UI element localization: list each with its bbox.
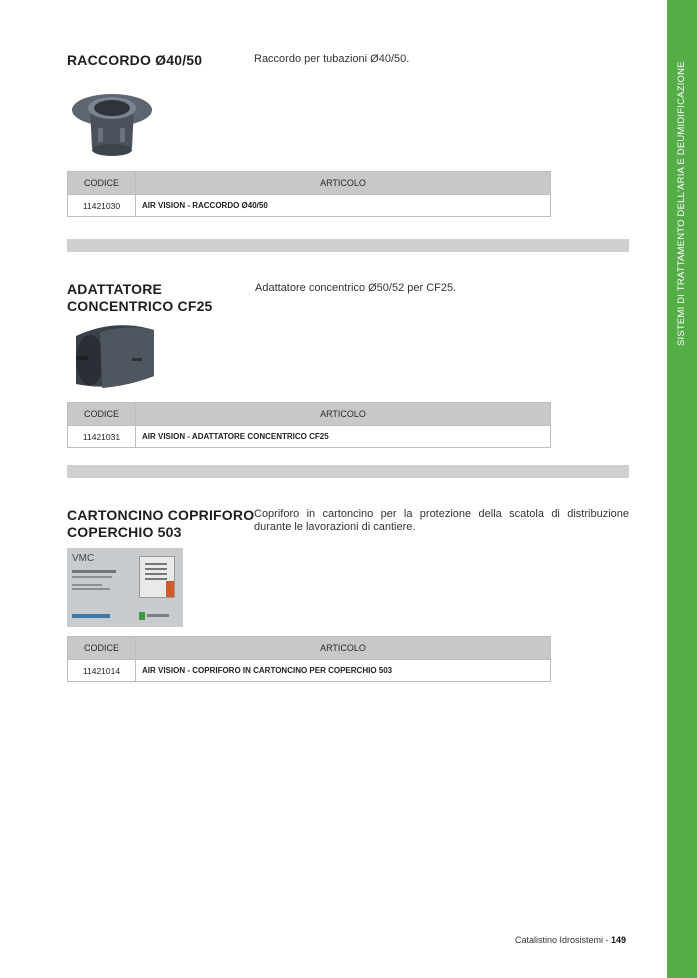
product-description-raccordo: Raccordo per tubazioni Ø40/50. — [254, 53, 410, 65]
column-code-header: CODICE — [68, 403, 136, 425]
image-text-line — [147, 614, 169, 617]
grille-picture — [139, 556, 175, 598]
column-article-header: ARTICOLO — [320, 643, 366, 653]
table-header — [68, 637, 550, 659]
column-article-header: ARTICOLO — [320, 178, 366, 188]
product-article: AIR VISION - COPRIFORO IN CARTONCINO PER COPERCHIO 503 — [142, 666, 393, 675]
table-header — [68, 403, 550, 425]
page-footer — [515, 935, 626, 945]
table-row — [68, 425, 550, 447]
image-vmc-label: VMC — [72, 553, 95, 564]
brand-logo-mark — [72, 614, 110, 618]
product-code: 11421031 — [68, 426, 136, 447]
phone-icon — [139, 612, 145, 620]
table-row — [68, 659, 550, 681]
product-title-adattatore: ADATTATORE CONCENTRICO CF25 — [67, 281, 213, 314]
sidebar-label: SISTEMI DI TRATTAMENTO DELL'ARIA E DEUMIDIFICAZIONE — [676, 61, 687, 346]
product-table-cartoncino — [67, 636, 551, 682]
product-code: 11421030 — [68, 195, 136, 216]
product-code: 11421014 — [68, 660, 136, 681]
product-article: AIR VISION - ADATTATORE CONCENTRICO CF25 — [142, 432, 329, 441]
raccordo-image — [70, 80, 154, 162]
product-description-adattatore: Adattatore concentrico Ø50/52 per CF25. — [255, 282, 457, 294]
image-text-line — [72, 576, 112, 578]
image-text-line — [72, 584, 102, 586]
catalog-name: Catalistino Idrosistemi - — [515, 935, 612, 945]
table-header — [68, 172, 550, 194]
section-divider — [67, 465, 629, 478]
image-text-line — [72, 588, 110, 590]
product-table-raccordo — [67, 171, 551, 217]
column-code-header: CODICE — [68, 172, 136, 194]
product-description-cartoncino: Copriforo in cartoncino per la protezione della scatola di distribuzione durante le lavorazioni di cantiere. — [254, 508, 629, 533]
section-divider — [67, 239, 629, 252]
image-text-line — [72, 570, 116, 573]
product-table-adattatore — [67, 402, 551, 448]
page-number: 149 — [611, 935, 627, 945]
product-title-cartoncino: CARTONCINO COPRIFORO COPERCHIO 503 — [67, 507, 255, 540]
adattatore-image — [70, 320, 158, 392]
cartoncino-image — [67, 548, 183, 627]
column-article-header: ARTICOLO — [320, 409, 366, 419]
column-code-header: CODICE — [68, 637, 136, 659]
table-row — [68, 194, 550, 216]
product-article: AIR VISION - RACCORDO Ø40/50 — [142, 201, 268, 210]
product-title-raccordo: RACCORDO Ø40/50 — [67, 52, 203, 68]
